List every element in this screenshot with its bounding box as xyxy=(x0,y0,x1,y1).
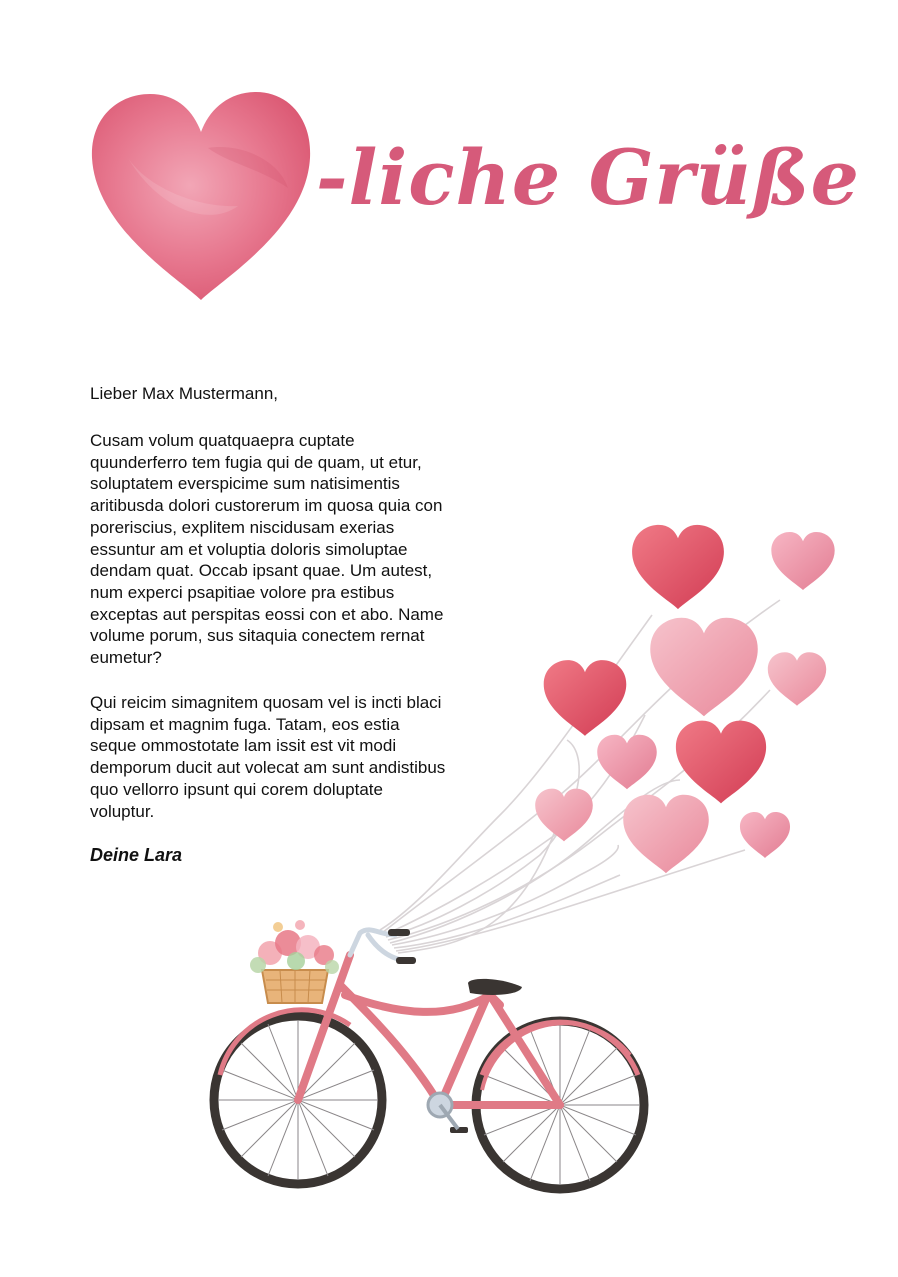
paragraph-text: Cusam volum quatquaepra cuptate quunderferro tem fugia qui de quam, ut etur, soluptatem everspicime sum natisimentis aritibusda dolori custorerum im quosa quia con poreriscius, explitem niscidusam exerias essuntur am et voluptia doloris simoluptae dendam quat. Occab ipsant quae. Um autest, num experci psapitiae volore pra estibus exceptas aut perspitas eossi con et abo. Name volume porum, sus sitaquia conectem rernat eumetur? xyxy=(90,431,444,668)
heart-icon xyxy=(88,88,314,304)
card-title: -liche Grüße xyxy=(316,133,860,222)
salutation-text: Lieber Max Mustermann, xyxy=(90,384,279,403)
flower-basket-icon xyxy=(250,920,339,1003)
paragraph-text: Qui reicim simagnitem quosam vel is incti blaci dipsam et magnim fuga. Tatam, eos estia seque ommostotate lam issit est vit modi demporum ducit aut volecat am sunt andistibus quo vellorro ipsunt qui corem doluptate voluptur. xyxy=(90,693,446,821)
bicycle-with-balloons-illustration xyxy=(200,515,860,1195)
heart-balloon-icon xyxy=(535,525,834,873)
signature-text: Deine Lara xyxy=(90,845,183,865)
bicycle-icon xyxy=(214,929,644,1189)
salutation xyxy=(90,383,450,405)
